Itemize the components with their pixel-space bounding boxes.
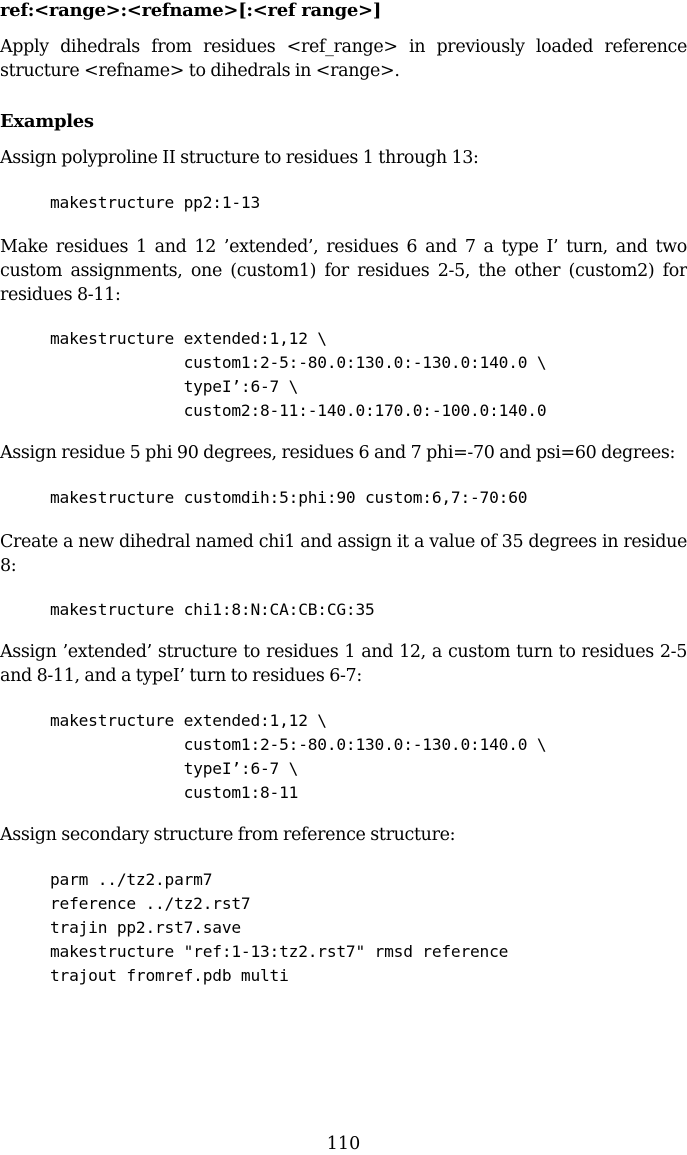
code-block: parm ../tz2.parm7 reference ../tz2.rst7 trajin pp2.rst7.save makestructure "ref:1-13:tz2.rst7" rmsd reference trajout fromref.pdb multi [50,870,509,985]
example-description: Assign secondary structure from reference structure: [0,825,456,845]
examples-heading: Examples [0,111,94,132]
code-block: makestructure pp2:1-13 [50,193,261,212]
code-block: makestructure extended:1,12 \ custom1:2-5:-80.0:130.0:-130.0:140.0 \ typeI’:6-7 \ custom2:8-11:-140.0:170.0:-100.0:140.0 [50,329,547,420]
example-description: Assign residue 5 phi 90 degrees, residues 6 and 7 phi=-70 and psi=60 degrees: [0,443,676,463]
code-block: makestructure chi1:8:N:CA:CB:CG:35 [50,600,375,619]
example-description: Make residues 1 and 12 ’extended’, residues 6 and 7 a type I’ turn, and two custom assignments, one (custom1) for residues 2-5, the other (custom2) for residues 8-11: [0,237,687,305]
syntax-heading: ref:<range>:<refname>[:<ref range>] [0,0,382,21]
syntax-description: Apply dihedrals from residues <ref_range> in previously loaded reference structure <refname> to dihedrals in <range>. [0,37,687,81]
example-description: Create a new dihedral named chi1 and assign it a value of 35 degrees in residue 8: [0,532,687,576]
code-block: makestructure extended:1,12 \ custom1:2-5:-80.0:130.0:-130.0:140.0 \ typeI’:6-7 \ custom1:8-11 [50,711,547,802]
example-description: Assign polyproline II structure to residues 1 through 13: [0,148,479,168]
code-block: makestructure customdih:5:phi:90 custom:6,7:-70:60 [50,488,528,507]
example-description: Assign ’extended’ structure to residues 1 and 12, a custom turn to residues 2-5 and 8-11, and a typeI’ turn to residues 6-7: [0,642,687,686]
page-number: 110 [326,1134,361,1154]
